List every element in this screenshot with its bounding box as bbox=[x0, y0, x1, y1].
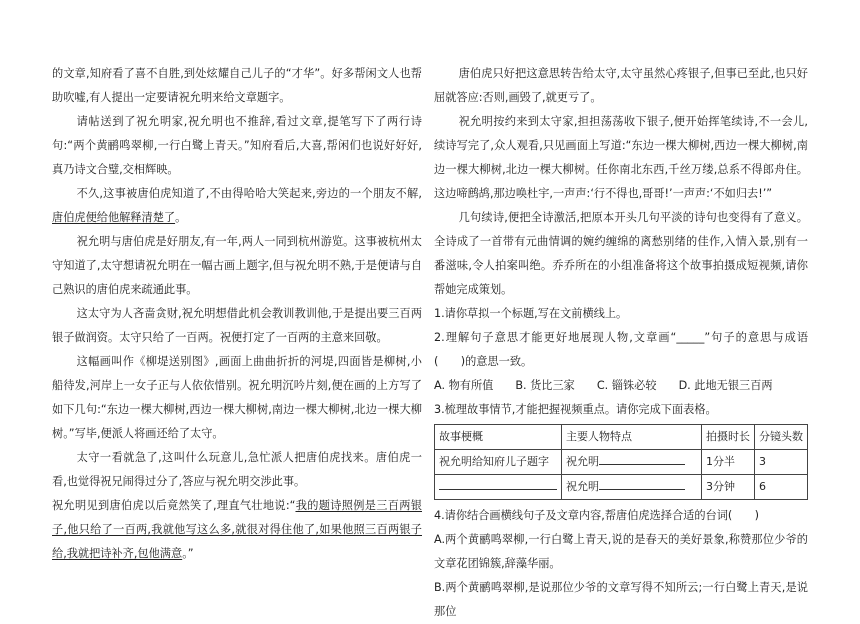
table-cell: 1分半 bbox=[702, 450, 755, 475]
table-header: 故事梗概 bbox=[435, 425, 562, 450]
text-run: ”句子的意思与成语( )的意思一致。 bbox=[434, 331, 809, 368]
table-header-row bbox=[435, 425, 808, 450]
paragraph: 请帖送到了祝允明家,祝允明也不推辞,看过文章,提笔写下了两行诗句:“两个黄鹂鸣翠柳,一行白鹭上青天。”知府看后,大喜,帮闲们也说好好好,真乃诗文合璧,交相辉映。 bbox=[52, 115, 422, 176]
table-row bbox=[435, 450, 808, 475]
text-run: 。” bbox=[182, 547, 194, 560]
option-c[interactable]: C. 锱铢必较 bbox=[596, 379, 657, 392]
answer-blank[interactable] bbox=[599, 478, 685, 490]
question-1: 1.请你草拟一个标题,写在文前横线上。 bbox=[434, 307, 628, 320]
table-header: 分镜头数 bbox=[755, 425, 808, 450]
table-cell[interactable] bbox=[435, 475, 562, 500]
text-run: 2.理解句子意思才能更好地展现人物,文章画“ bbox=[434, 331, 677, 344]
option-a[interactable]: A. 物有所值 bbox=[434, 379, 494, 392]
question-3: 3.梳理故事情节,才能把握视频重点。请你完成下面表格。 bbox=[434, 403, 717, 416]
answer-blank[interactable]: _____ bbox=[676, 331, 705, 344]
table-header: 主要人物特点 bbox=[562, 425, 702, 450]
plot-table bbox=[434, 424, 808, 500]
table-cell: 3分钟 bbox=[702, 475, 755, 500]
paragraph bbox=[52, 182, 422, 230]
paragraph: 唐伯虎只好把这意思转告给太守,太守虽然心疼银子,但事已至此,也只好屈就答应:否则,画毁了,就更亏了。 bbox=[434, 67, 808, 104]
table-cell[interactable] bbox=[562, 450, 702, 475]
paragraph: 这太守为人吝啬贪财,祝允明想借此机会教训教训他,于是提出要三百两银子做润资。太守只给了一百两。祝便打定了一百两的主意来回敬。 bbox=[52, 307, 422, 344]
table-cell[interactable] bbox=[562, 475, 702, 500]
paragraph: 这幅画叫作《柳堤送别图》,画面上曲曲折折的河堤,四面皆是柳树,小船待发,河岸上一女子正与人依依惜别。祝允明沉吟片刻,便在画的上方写了如下几句:“东边一棵大柳树,西边一棵大柳树,南边一棵大柳树,北边一棵大柳树。”写毕,便派人将画还给了太守。 bbox=[52, 355, 422, 440]
question-4-option-b[interactable]: B.两个黄鹂鸣翠柳,是说那位少爷的文章写得不知所云;一行白鹭上青天,是说那位 bbox=[434, 581, 808, 618]
question-4: 4.请你结合画横线句子及文章内容,帮唐伯虎选择合适的台词( ) bbox=[434, 509, 760, 522]
paragraph: 祝允明与唐伯虎是好朋友,有一年,两人一同到杭州游览。这事被杭州太守知道了,太守想请祝允明在一幅古画上题字,但与祝允明不熟,于是便请与自己熟识的唐伯虎来疏通此事。 bbox=[52, 235, 422, 296]
question-4-option-a[interactable]: A.两个黄鹂鸣翠柳,一行白鹭上青天,说的是春天的美好景象,称赞那位少爷的文章花团锦簇,辞藻华丽。 bbox=[434, 533, 808, 570]
text-run: 不久,这事被唐伯虎知道了,不由得哈哈大笑起来,旁边的一个朋友不解, bbox=[76, 187, 422, 200]
option-d[interactable]: D. 此地无银三百两 bbox=[678, 379, 773, 392]
underlined-sentence: 我的题诗照例是三百两银子,他只给了一百两,我就他写这么多,就很对得住他了,如果他照三百两银子给,我就把诗补齐,包他满意 bbox=[52, 499, 422, 560]
table-cell: 祝允明给知府儿子题字 bbox=[435, 450, 562, 475]
question-2 bbox=[434, 326, 808, 374]
paragraph: 太守一看就急了,这叫什么玩意儿,急忙派人把唐伯虎找来。唐伯虎一看,也觉得祝兄闹得过分了,答应与祝允明交涉此事。 bbox=[52, 451, 422, 488]
paragraph: 几句续诗,便把全诗激活,把原本开头几句平淡的诗句也变得有了意义。全诗成了一首带有元曲情调的婉约缠绵的离愁别绪的佳作,入情入景,别有一番滋味,令人拍案叫绝。乔乔所在的小组准备将这个故事拍摄成短视频,请你帮她完成策划。 bbox=[434, 211, 808, 296]
paragraph: 的文章,知府看了喜不自胜,到处炫耀自己儿子的“才华”。好多帮闲文人也帮助吹嘘,有人提出一定要请祝允明来给文章题字。 bbox=[52, 67, 422, 104]
table-cell-text: 祝允明 bbox=[566, 455, 599, 468]
answer-blank[interactable] bbox=[439, 478, 557, 490]
text-run: 。 bbox=[175, 211, 187, 224]
table-cell: 6 bbox=[755, 475, 808, 500]
left-column bbox=[52, 62, 422, 566]
right-column bbox=[434, 62, 808, 624]
option-b[interactable]: B. 货比三家 bbox=[515, 379, 575, 392]
paragraph bbox=[52, 494, 422, 566]
table-header: 拍摄时长 bbox=[702, 425, 755, 450]
table-row bbox=[435, 475, 808, 500]
table-cell: 3 bbox=[755, 450, 808, 475]
underlined-sentence: 唐伯虎便给他解释清楚了 bbox=[52, 211, 176, 224]
paragraph: 祝允明按约来到太守家,担担荡荡收下银子,便开始挥笔续诗,不一会儿,续诗写完了,众人观看,只见画面上写道:“东边一棵大柳树,西边一棵大柳树,南边一棵大柳树,北边一棵大柳树。任你南北东西,千丝万缕,总系不得郎舟住。这边啼鹧鸪,那边唤杜宇,一声声:‘行不得也,哥哥!’一声声:‘不如归去!’” bbox=[434, 115, 808, 200]
answer-blank[interactable] bbox=[599, 453, 685, 465]
question-2-options bbox=[434, 374, 808, 398]
text-run: 祝允明见到唐伯虎以后竟然笑了,理直气壮地说:“ bbox=[52, 499, 296, 512]
table-cell-text: 祝允明 bbox=[566, 480, 599, 493]
